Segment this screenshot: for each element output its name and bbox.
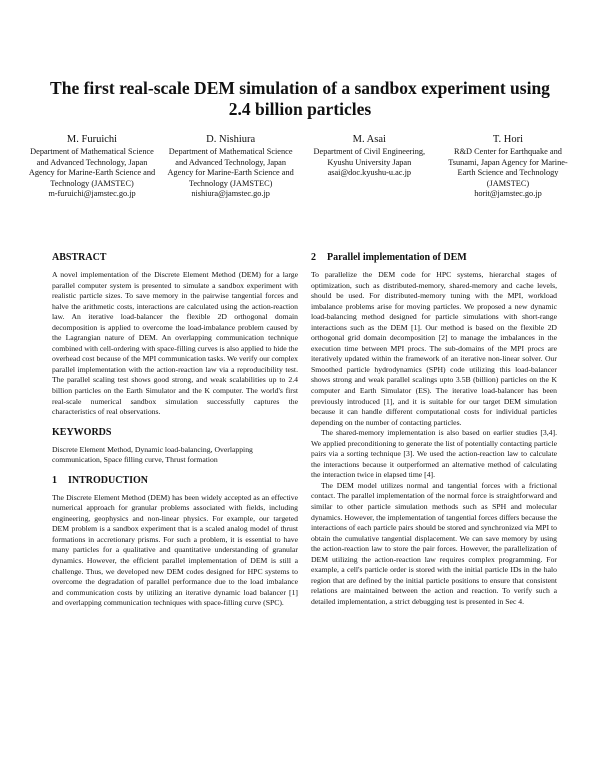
- section-number: 1: [52, 474, 57, 486]
- author-list: [28, 133, 572, 200]
- section-1-heading: [52, 475, 298, 487]
- author-affiliation: Department of Mathematical Science and Advanced Technology, Japan Agency for Marine-Earth Science and Technology (JAMSTEC): [167, 147, 294, 188]
- abstract-text: A novel implementation of the Discrete Element Method (DEM) for a large parallel computer system is presented to simulate a sandbox experiment with realistic particle sizes. To save memory in the pairwise tangential forces and halve the arithmetic costs, interactions are calculated using the action-reaction law. An iterative load-balancer the flexible 2D orthogonal domain decomposition is applied to overcome the load-imbalance problem caused by the Lagrangian nature of DEM. An overlapping communication technique combined with cell-ordering with space-filling curves is also applied to hide the overhead cost because of the MPI communication tasks. We verify our complex parallel implementation with the action-reaction law via a reproducibility test. The parallel scaling test shows good strong, and weak scalabilities up to 2.4 billion particles on the Earth Simulator and the K computer. The world's first real-scale numerical sandbox simulation successfully captures the characteristics of real observations.: [52, 270, 298, 417]
- author-name: M. Furuichi: [66, 134, 118, 145]
- keywords-heading: KEYWORDS: [52, 426, 112, 438]
- section-2-paragraph: To parallelize the DEM code for HPC systems, hierarchal stages of optimization, such as distributed-memory, shared-memory and cache levels, should be used. For distributed-memory tuning with the MPI, workload imbalance problems arise for moving particles. We proposed a new dynamic load-balancing method designed for particle simulations with short-range interactions such as the DEM [1]. Our method is based on the flexible 2D orthogonal grid domain decomposition [2] to manage the imbalances in the execution time between MPI procs. The sub-domains of the MPI procs are iteratively updated within the framework of an iterative non-linear solver. Our Smoothed particle hydrodynamics (SPH) code utilizing this load-balancer shows strong and weak parallel scalings upto 3.5B (billion) particles on the K computer and Earth Simulator (ES). The iterative load-balancer has been previously introduced [1], and it is suitable for our target DEM simulation because it can handle different computational costs for individual particles depending on the number of contacting particles.: [311, 270, 557, 427]
- author-block: [28, 133, 156, 200]
- section-2-heading: [311, 252, 557, 264]
- section-title: INTRODUCTION: [68, 474, 149, 486]
- author-email[interactable]: horit@jamstec.go.jp: [474, 189, 542, 199]
- author-block: [305, 133, 433, 200]
- author-affiliation: Department of Mathematical Science and Advanced Technology, Japan Agency for Marine-Earth Science and Technology (JAMSTEC): [28, 147, 156, 188]
- author-block: [444, 133, 572, 200]
- author-email[interactable]: asai@doc.kyushu-u.ac.jp: [327, 168, 412, 178]
- author-affiliation: Department of Civil Engineering, Kyushu University Japan: [313, 147, 426, 167]
- author-email[interactable]: nishiura@jamstec.go.jp: [191, 189, 270, 199]
- author-email[interactable]: m-furuichi@jamstec.go.jp: [48, 189, 136, 199]
- author-affiliation: R&D Center for Earthquake and Tsunami, Japan Agency for Marine-Earth Science and Technology (JAMSTEC): [448, 147, 568, 188]
- abstract-heading: ABSTRACT: [52, 252, 107, 263]
- keywords-text: Discrete Element Method, Dynamic load-balancing, Overlapping communication, Space filling curve, Thrust formation: [52, 444, 253, 465]
- paper-title: The first real-scale DEM simulation of a sandbox experiment using 2.4 billion particles: [50, 78, 550, 119]
- author-name: T. Hori: [492, 134, 524, 145]
- section-number: 2: [311, 252, 316, 263]
- section-2-paragraph: The DEM model utilizes normal and tangential forces with a frictional contact. The parallel implementation of the normal force is straightforward and similar to other particle simulation methods such as SPH and molecular dynamics. However, the implementation of tangential forces differs because the interactions of each particle pairs should be stored and synchronized via MPI to obtain the cumulative tangential displacement. We can save memory by using the action-reaction law to store the pair forces. However, the parallelization of DEM utilizing the action-reaction law requires complex programming. For example, a cell's particle order is stored with the initial particle IDs in the halo region that are defined by the initial particle positions to ensure that consistent relations are maintained between the action and reaction. To verify such a detailed implementation, a strict debugging test is presented in Sec 4.: [311, 480, 557, 606]
- author-block: [167, 133, 295, 200]
- author-name: M. Asai: [352, 134, 386, 145]
- author-name: D. Nishiura: [206, 134, 256, 145]
- introduction-text: The Discrete Element Method (DEM) has been widely accepted as an effective numerical approach for granular problems associated with fields, including engineering, geophysics and non-linear physics. For example, our targeted DEM problem is a sandbox experiment that is a scaled analog model of thrust formations in accretionary prisms. For such a problem, it is essential to have many particles for a qualitative and quantitative understanding of granular dynamics. However, the efficient parallel implementation of DEM is still a challenge. Thus, we developed new DEM codes designed for HPC systems to overcome the degradation of parallel performance due to the load imbalance and communication costs by utilizing an iterative dynamic load balancer [1] and overlapping communication techniques with space-filling curve (SPC).: [52, 492, 298, 608]
- right-column: [311, 252, 557, 608]
- section-title: Parallel implementation of DEM: [327, 252, 467, 263]
- section-2-paragraph: The shared-memory implementation is also based on earlier studies [3,4]. We applied preconditioning to generate the list of potentially contacting particle pairs via a sorting technique [3]. We used the action-reaction law to calculate the interactions because it outperformed an alternative method of calculating the interaction twice in elapsed time [4].: [311, 428, 557, 480]
- left-column: [52, 252, 298, 609]
